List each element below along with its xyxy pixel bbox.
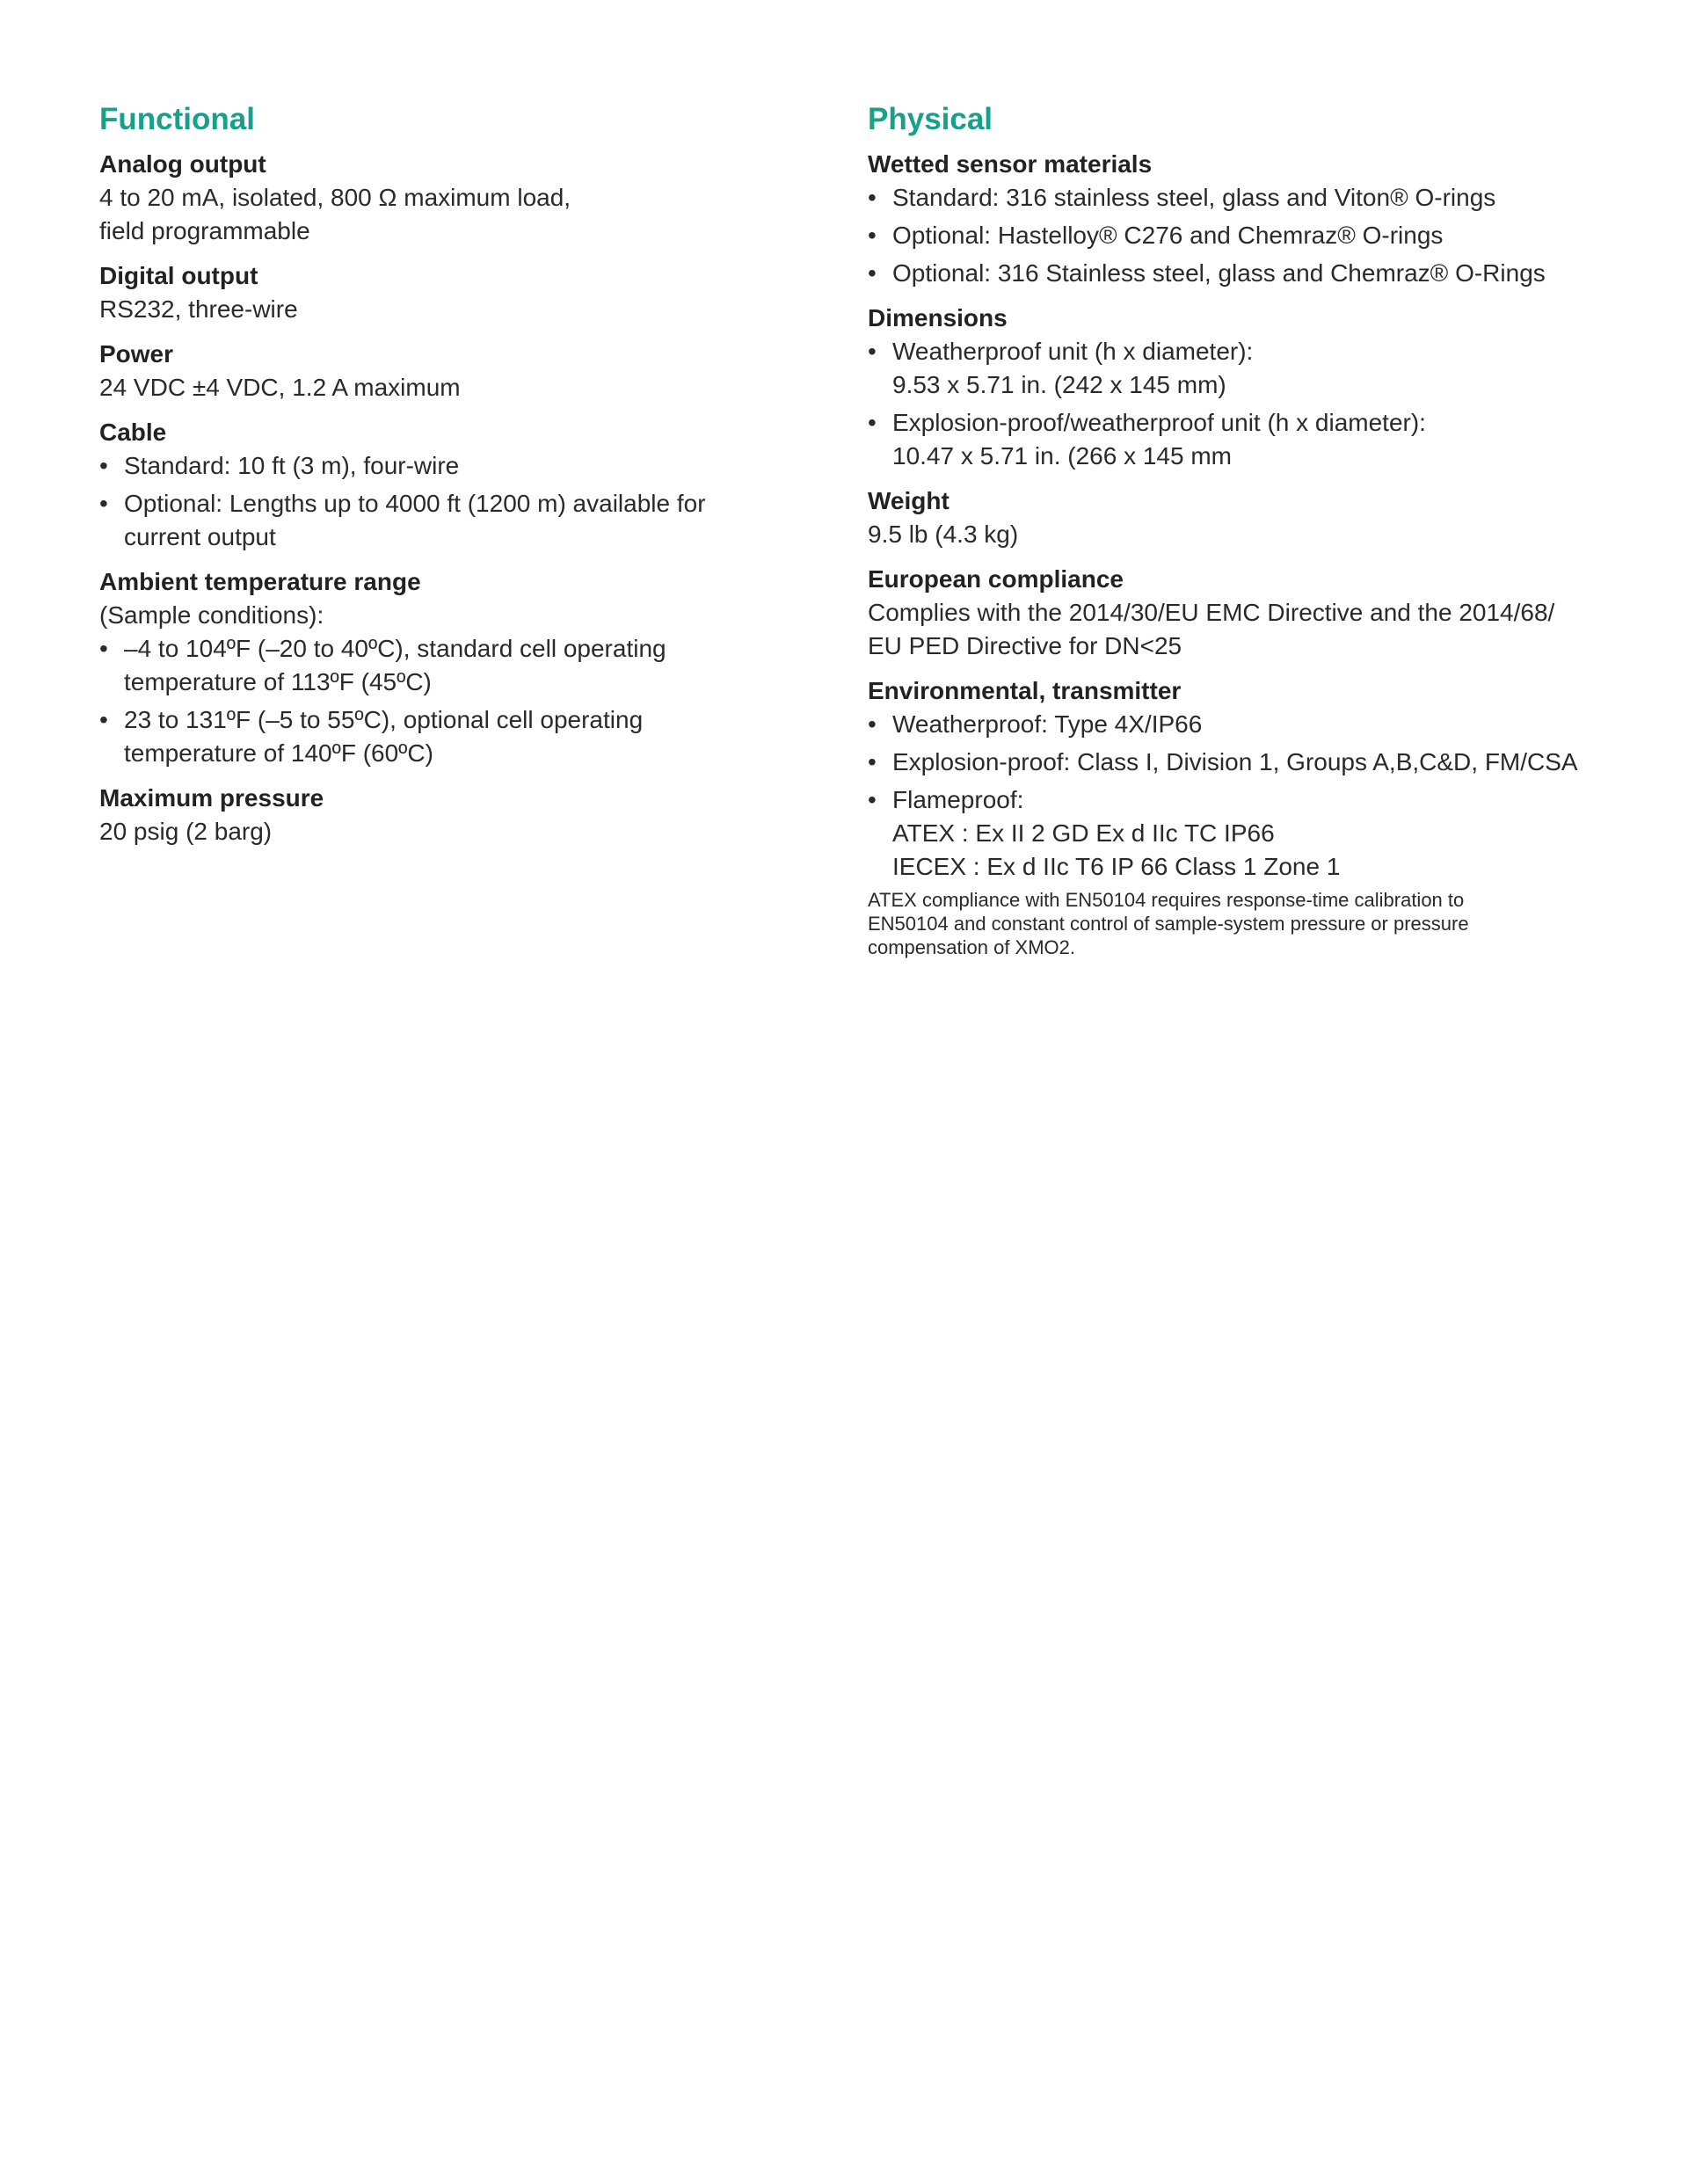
- dimensions-title: Dimensions: [868, 304, 1008, 331]
- maximum-pressure-text: 20 psig (2 barg): [99, 818, 273, 845]
- cable-section: [99, 416, 803, 554]
- footnote-line: EN50104 and constant control of sample-system pressure or pressure: [868, 913, 1469, 935]
- weight-text: 9.5 lb (4.3 kg): [868, 521, 1019, 548]
- list-item-line: • Standard: 10 ft (3 m), four-wire: [124, 452, 460, 479]
- ambient-temperature-title: Ambient temperature range: [99, 568, 421, 595]
- list-item: [868, 783, 1624, 884]
- list-item-line: IECEX : Ex d IIc T6 IP 66 Class 1 Zone 1: [892, 853, 1341, 880]
- power-section: [99, 338, 803, 404]
- wetted-materials-section: [868, 148, 1624, 290]
- maximum-pressure-section: [99, 782, 803, 848]
- functional-column: [99, 98, 803, 860]
- weight-title: Weight: [868, 487, 950, 514]
- footnote-line: ATEX compliance with EN50104 requires response-time calibration to: [868, 889, 1465, 911]
- digital-output-section: [99, 259, 803, 326]
- power-text: 24 VDC ±4 VDC, 1.2 A maximum: [99, 374, 461, 401]
- cable-title: Cable: [99, 419, 167, 446]
- environmental-title: Environmental, transmitter: [868, 677, 1182, 704]
- physical-heading: Physical: [868, 102, 993, 136]
- list-item: [868, 406, 1624, 473]
- european-compliance-text: [868, 596, 1624, 663]
- list-item: • Optional: Hastelloy® C276 and Chemraz® O-rings: [868, 219, 1624, 252]
- list-item: • Optional: 316 Stainless steel, glass and Chemraz® O-Rings: [868, 257, 1624, 290]
- list-item-line: • –4 to 104ºF (–20 to 40ºC), standard cell operating: [124, 635, 666, 662]
- weight-section: [868, 484, 1624, 551]
- analog-output-section: [99, 148, 803, 248]
- list-item: • Standard: 316 stainless steel, glass and Viton® O-rings: [868, 181, 1624, 215]
- list-item-line: • Explosion-proof/weatherproof unit (h x diameter):: [892, 409, 1426, 436]
- list-item-line: • Optional: Lengths up to 4000 ft (1200 m) available for: [124, 490, 706, 517]
- list-item-line: • Flameproof:: [892, 786, 1024, 813]
- european-compliance-line: EU PED Directive for DN<25: [868, 632, 1182, 659]
- wetted-materials-title: Wetted sensor materials: [868, 150, 1153, 178]
- digital-output-text: RS232, three-wire: [99, 295, 298, 323]
- cable-list: [99, 449, 803, 554]
- dimensions-list: [868, 335, 1624, 473]
- power-title: Power: [99, 340, 174, 368]
- list-item: [99, 449, 803, 483]
- footnote-line: compensation of XMO2.: [868, 936, 1076, 958]
- functional-heading: Functional: [99, 102, 255, 136]
- maximum-pressure-title: Maximum pressure: [99, 784, 324, 812]
- list-item: [868, 335, 1624, 402]
- analog-output-line: 4 to 20 mA, isolated, 800 Ω maximum load,: [99, 184, 571, 211]
- list-item-line: temperature of 140ºF (60ºC): [124, 739, 433, 767]
- wetted-materials-list: [868, 181, 1624, 290]
- environmental-list: [868, 708, 1624, 884]
- dimensions-section: [868, 302, 1624, 473]
- list-item-line: • Weatherproof: Type 4X/IP66: [892, 710, 1203, 738]
- analog-output-line: field programmable: [99, 217, 310, 244]
- list-item: [99, 487, 803, 554]
- list-item-line: 9.53 x 5.71 in. (242 x 145 mm): [892, 371, 1226, 398]
- list-item: [868, 708, 1624, 741]
- list-item: [99, 703, 803, 770]
- list-item-line: ATEX : Ex II 2 GD Ex d IIc TC IP66: [892, 819, 1275, 847]
- list-item-line: 10.47 x 5.71 in. (266 x 145 mm: [892, 442, 1232, 470]
- digital-output-title: Digital output: [99, 262, 258, 289]
- analog-output-title: Analog output: [99, 150, 266, 178]
- list-item-line: • 23 to 131ºF (–5 to 55ºC), optional cell operating: [124, 706, 644, 733]
- ambient-temperature-intro: (Sample conditions):: [99, 601, 324, 629]
- list-item: [868, 746, 1624, 779]
- european-compliance-line: Complies with the 2014/30/EU EMC Directive and the 2014/68/: [868, 599, 1555, 626]
- environmental-section: [868, 674, 1624, 959]
- list-item-line: temperature of 113ºF (45ºC): [124, 668, 432, 695]
- list-item-line: • Explosion-proof: Class I, Division 1, Groups A,B,C&D, FM/CSA: [892, 748, 1578, 775]
- physical-column: [868, 98, 1624, 971]
- european-compliance-section: [868, 563, 1624, 663]
- atex-footnote: [868, 888, 1624, 959]
- ambient-temperature-list: [99, 632, 803, 770]
- european-compliance-title: European compliance: [868, 565, 1124, 593]
- list-item-line: • Weatherproof unit (h x diameter):: [892, 338, 1254, 365]
- analog-output-text: [99, 181, 803, 248]
- list-item-line: current output: [124, 523, 276, 550]
- list-item: [99, 632, 803, 699]
- ambient-temperature-section: [99, 565, 803, 770]
